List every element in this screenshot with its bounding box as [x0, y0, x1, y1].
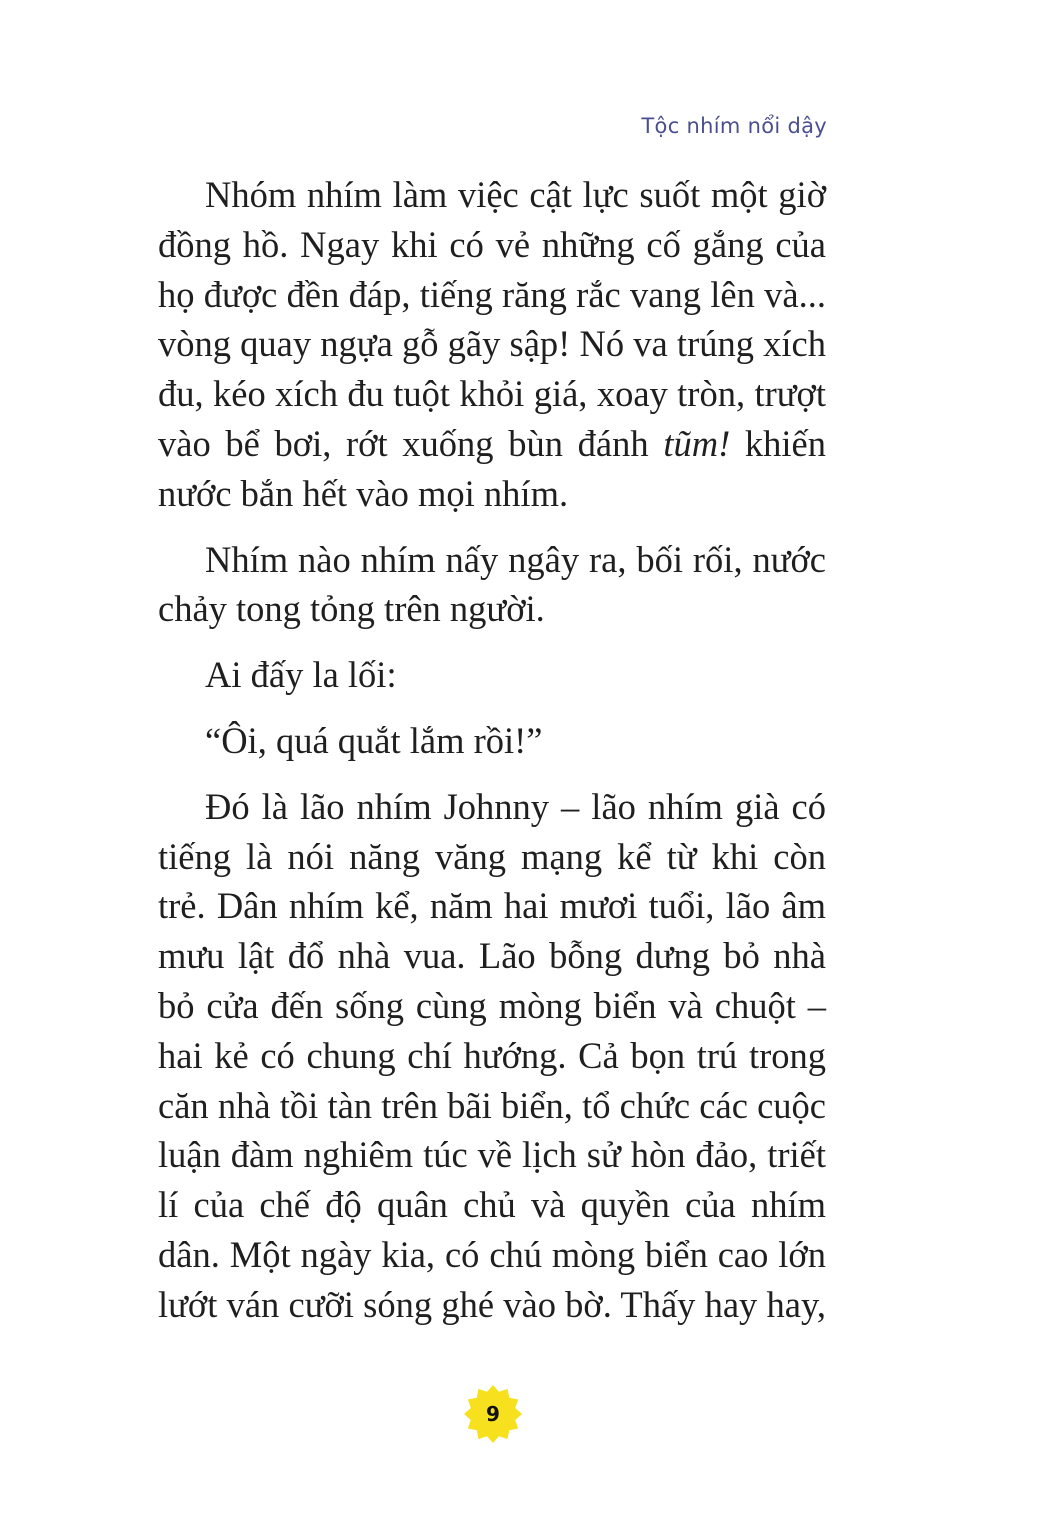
paragraph: Nhím nào nhím nấy ngây ra, bối rối, nước chảy tong tỏng trên người.: [158, 538, 826, 630]
paragraph-text: Nhóm nhím làm việc cật lực suốt một giờ đồng hồ. Ngay khi có vẻ những cố gắng của họ được đền đáp, tiếng răng rắc vang lên và... vòng quay ngựa gỗ gãy sập! Nó va trúng xích đu, kéo xích đu tuột khỏi giá, xoay tròn, trượt vào bể bơi, rớt xuống bùn đánh: [158, 174, 826, 464]
paragraph-text: khiến nước bắn hết vào mọi nhím.: [158, 422, 826, 514]
dialogue-line: “Ôi, quá quắt lắm rồi!”: [205, 719, 543, 761]
paragraph: [158, 170, 826, 519]
paragraph: Đó là lão nhím Johnny – lão nhím già có tiếng là nói năng văng mạng kể từ khi còn trẻ. Dân nhím kể, năm hai mươi tuổi, lão âm mưu lật đổ nhà vua. Lão bỗng dưng bỏ nhà bỏ cửa đến sống cùng mòng biển và chuột – hai kẻ có chung chí hướng. Cả bọn trú trong căn nhà tồi tàn trên bãi biển, tổ chức các cuộc luận đàm nghiêm túc về lịch sử hòn đảo, triết lí của chế độ quân chủ và quyền của nhím dân. Một ngày kia, có chú mòng biển cao lớn lướt ván cưỡi sóng ghé vào bờ. Thấy hay hay,: [158, 785, 826, 1325]
paragraph: Ai đấy la lối:: [205, 654, 397, 696]
emphasis-text: tũm!: [663, 422, 731, 464]
page-number: 9: [486, 1402, 500, 1426]
body-text: [158, 170, 826, 1346]
running-header: Tộc nhím nổi dậy: [641, 114, 827, 138]
page-number-badge: [463, 1384, 523, 1444]
